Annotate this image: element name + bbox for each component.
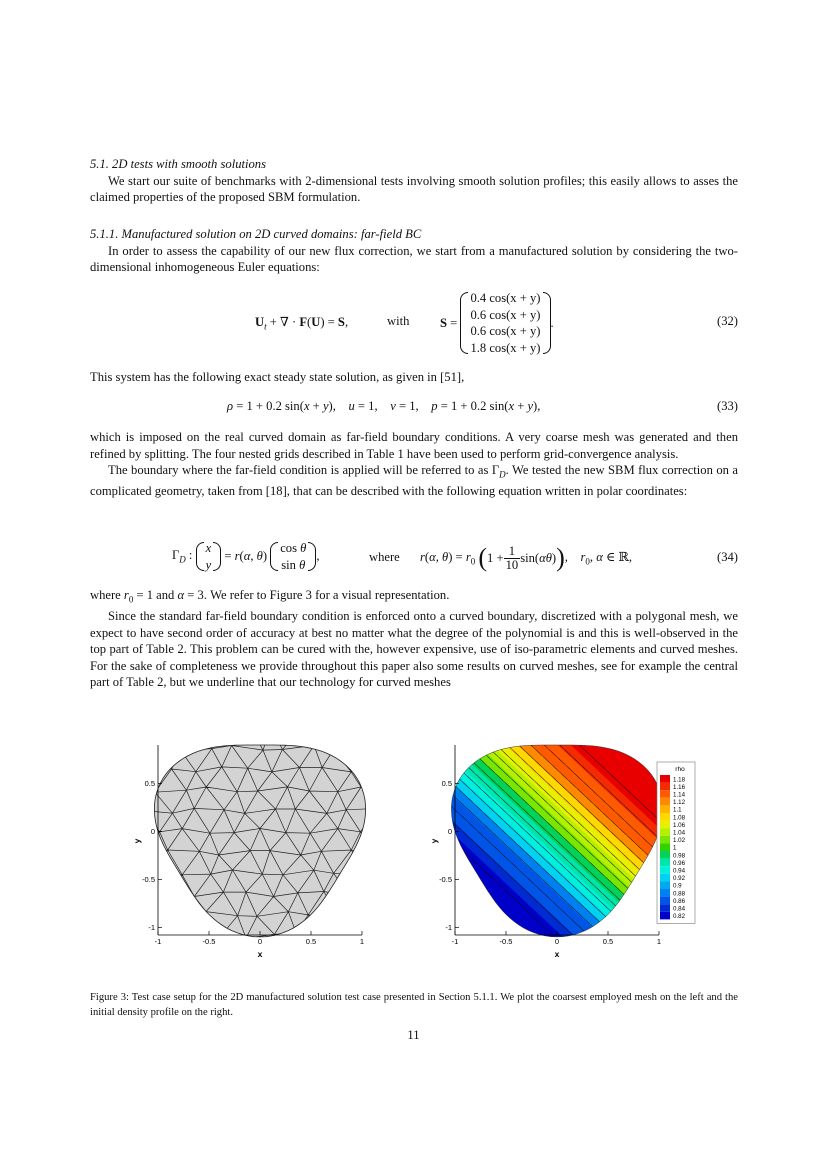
x-tick-label: 0.5 <box>602 937 614 946</box>
x-tick-label: 0 <box>257 937 263 946</box>
legend-title: rho <box>675 766 685 773</box>
legend-label: 0.88 <box>673 890 686 898</box>
eq32-with: with <box>387 314 410 328</box>
eq32-number: (32) <box>717 314 738 328</box>
y-tick-label: 0.5 <box>144 778 155 788</box>
equation-34 <box>90 540 738 580</box>
legend-label: 1.04 <box>673 829 686 837</box>
legend-label: 1.06 <box>673 821 686 829</box>
x-tick-label: 0 <box>554 937 560 946</box>
x-axis-label: x <box>257 949 263 959</box>
s-entry: 0.6 cos(x + y) <box>470 324 541 338</box>
section-intro: We start our suite of benchmarks with 2-dimensional tests involving smooth solution profiles; this easily allows to asses the claimed properties of the proposed SBM formulation. <box>90 173 738 205</box>
legend-swatch <box>660 897 670 905</box>
y-tick-label: -0.5 <box>142 874 155 884</box>
legend-label: 0.98 <box>673 852 686 860</box>
x-tick-label: 1 <box>359 937 365 946</box>
mesh-panel <box>78 735 454 959</box>
legend-swatch <box>660 874 670 882</box>
legend-swatch <box>660 783 670 791</box>
legend-swatch <box>660 889 670 897</box>
legend-swatch <box>660 881 670 889</box>
y-tick-label: -1 <box>148 922 155 932</box>
legend-label: 1 <box>673 844 677 852</box>
y-tick-label: 0 <box>447 826 452 836</box>
y-axis-label: y <box>132 838 142 844</box>
legend-label: 0.86 <box>673 897 686 905</box>
x-tick-label: 1 <box>656 937 662 946</box>
y-tick-label: -1 <box>445 922 452 932</box>
y-tick-label: 0 <box>150 826 155 836</box>
legend-swatch <box>660 813 670 821</box>
legend-swatch <box>660 828 670 836</box>
source-vector <box>460 290 550 356</box>
legend-label: 1.12 <box>673 799 686 807</box>
density-legend <box>657 762 695 923</box>
eq34-where: where <box>369 550 400 564</box>
equation-32 <box>90 290 738 358</box>
x-tick-label: -1 <box>154 937 162 946</box>
legend-swatch <box>660 790 670 798</box>
s-entry: 1.8 cos(x + y) <box>470 340 541 355</box>
section-heading: 5.1. 2D tests with smooth solutions <box>90 157 266 171</box>
x-tick-label: 0.5 <box>305 937 317 946</box>
legend-label: 0.84 <box>673 905 686 913</box>
legend-label: 1.08 <box>673 814 686 822</box>
mesh-domain <box>154 745 365 937</box>
legend-swatch <box>660 805 670 813</box>
section-5-1 <box>90 156 738 206</box>
y-axis-label: y <box>429 838 439 844</box>
y-tick-label: 0.5 <box>441 778 452 788</box>
eq34-body: $\Gamma_D$ : x y = r(α, θ) cos θ sin θ , <box>172 541 320 572</box>
subsection-heading: 5.1.1. Manufactured solution on 2D curved domains: far-field BC <box>90 227 422 241</box>
eq34-radius: r(α, $\theta) = r_0$ (1 + $\frac{1}{10}$ sin(αθ)), $r_0$, α ∈ ℝ, <box>420 543 633 572</box>
legend-swatch <box>660 836 670 844</box>
eq34-number: (34) <box>717 550 738 564</box>
y-tick-label: -0.5 <box>439 874 452 884</box>
legend-swatch <box>660 821 670 829</box>
legend-label: 1.14 <box>673 791 686 799</box>
legend-label: 0.96 <box>673 859 686 867</box>
legend-label: 0.92 <box>673 875 686 883</box>
x-axis-label: x <box>554 949 560 959</box>
legend-swatch <box>660 775 670 783</box>
eq32-lhs: $U_t$ + ∇ · F(U) = S, <box>255 315 349 332</box>
eq33-number: (33) <box>717 399 738 413</box>
equation-33 <box>90 399 738 417</box>
x-tick-label: -0.5 <box>499 937 513 946</box>
para-farfield: which is imposed on the real curved domain as far-field boundary conditions. A very coarse mesh was generated and then refined by splitting. The four nested grids described in Table 1 have been used to perform grid-convergence analysis. <box>90 430 738 461</box>
legend-label: 0.82 <box>673 913 686 921</box>
figure-3 <box>0 735 827 970</box>
s-entry: 0.4 cos(x + y) <box>470 291 541 305</box>
page-number: 11 <box>407 1028 420 1042</box>
legend-label: 0.9 <box>673 882 682 890</box>
para-accuracy: Since the standard far-field boundary condition is enforced onto a curved boundary, discretized with a polygonal mesh, we expect to have second order of accuracy at best no matter what the degree of the polynomial is and this is well-observed in the top part of Table 2. This problem can be cured with the, however expensive, use of iso-parametric elements and curved meshes. For the sake of completeness we provide throughout this paper also some results on curved meshes, see for example the central part of Table 2, but we underline that our technology for curved meshes <box>90 609 738 690</box>
subsection-5-1-1 <box>90 226 738 276</box>
para-gamma: The boundary where the far-field condition is applied will be referred to as $\Gamma_D$. We tested the new SBM flux correction on a complicated geometry, taken from [18], that can be described with the following equation written in polar coordinates: <box>90 463 738 499</box>
eq32-rhs: S = 0.4 cos(x + y) 0.6 cos(x + y) 0.6 cos(x + y) 1.8 cos(x + y) . <box>440 291 554 355</box>
legend-label: 1.18 <box>673 776 686 784</box>
legend-label: 1.02 <box>673 837 686 845</box>
legend-swatch <box>660 904 670 912</box>
legend-swatch <box>660 866 670 874</box>
eq33-body: ρ = 1 + 0.2 sin(x + y), u = 1, v = 1, p = 1 + 0.2 sin(x + y), <box>227 399 541 413</box>
s-entry: 0.6 cos(x + y) <box>470 307 541 322</box>
legend-swatch <box>660 843 670 851</box>
para-exact-solution-text: This system has the following exact steady state solution, as given in [51], <box>90 370 465 384</box>
para-where: where $r_0 = 1$ and α = 3. We refer to Figure 3 for a visual representation. <box>90 588 450 605</box>
legend-swatch <box>660 798 670 806</box>
legend-swatch <box>660 912 670 920</box>
para-exact-solution <box>90 369 738 386</box>
legend-swatch <box>660 851 670 859</box>
x-tick-label: -0.5 <box>202 937 216 946</box>
legend-swatch <box>660 859 670 867</box>
para-intro: In order to assess the capability of our new flux correction, we start from a manufactured solution by considering the two-dimensional inhomogeneous Euler equations: <box>90 243 738 275</box>
legend-label: 0.94 <box>673 867 686 875</box>
para-discussion <box>90 587 738 691</box>
legend-label: 1.1 <box>673 806 682 814</box>
x-tick-label: -1 <box>451 937 459 946</box>
para-boundary <box>90 429 738 500</box>
figure-caption: Figure 3: Test case setup for the 2D manufactured solution test case presented in Section 5.1.1. We plot the coarsest employed mesh on the left and the initial density profile on the right. <box>90 992 738 1018</box>
legend-label: 1.16 <box>673 783 686 791</box>
